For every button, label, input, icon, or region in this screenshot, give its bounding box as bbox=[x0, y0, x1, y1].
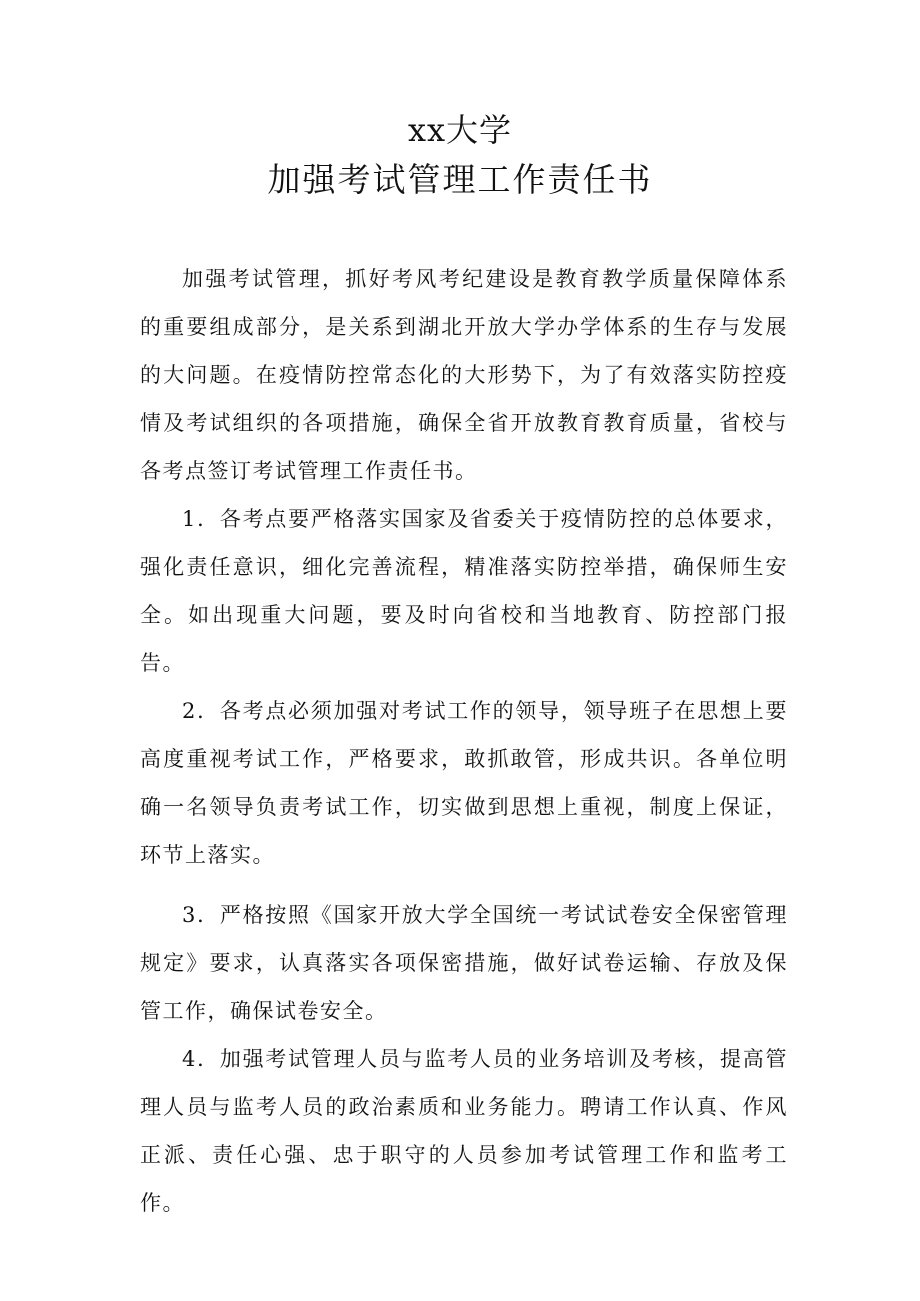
document-heading: 加强考试管理工作责任书 bbox=[267, 160, 653, 199]
document-body bbox=[140, 255, 788, 1227]
paragraph-item-3: 3．严格按照《国家开放大学全国统一考试试卷安全保密管理规定》要求，认真落实各项保密措施，做好试卷运输、存放及保管工作，确保试卷安全。 bbox=[140, 903, 788, 1023]
paragraph-item-4: 4．加强考试管理人员与监考人员的业务培训及考核，提高管理人员与监考人员的政治素质和业务能力。聘请工作认真、作风正派、责任心强、忠于职守的人员参加考试管理工作和监考工作。 bbox=[140, 1047, 788, 1215]
paragraph-item-1: 1．各考点要严格落实国家及省委关于疫情防控的总体要求，强化责任意识，细化完善流程，精准落实防控举措，确保师生安全。如出现重大问题，要及时向省校和当地教育、防控部门报告。 bbox=[140, 507, 788, 675]
paragraph-item-2: 2．各考点必须加强对考试工作的领导，领导班子在思想上要高度重视考试工作，严格要求，敢抓敢管，形成共识。各单位明确一名领导负责考试工作，切实做到思想上重视，制度上保证，环节上落实。 bbox=[140, 699, 788, 867]
paragraph-intro: 加强考试管理，抓好考风考纪建设是教育教学质量保障体系的重要组成部分，是关系到湖北开放大学办学体系的生存与发展的大问题。在疫情防控常态化的大形势下，为了有效落实防控疫情及考试组织的各项措施，确保全省开放教育教育质量，省校与各考点签订考试管理工作责任书。 bbox=[140, 267, 788, 483]
university-name: xx大学 bbox=[407, 111, 513, 149]
document-title bbox=[0, 108, 920, 202]
